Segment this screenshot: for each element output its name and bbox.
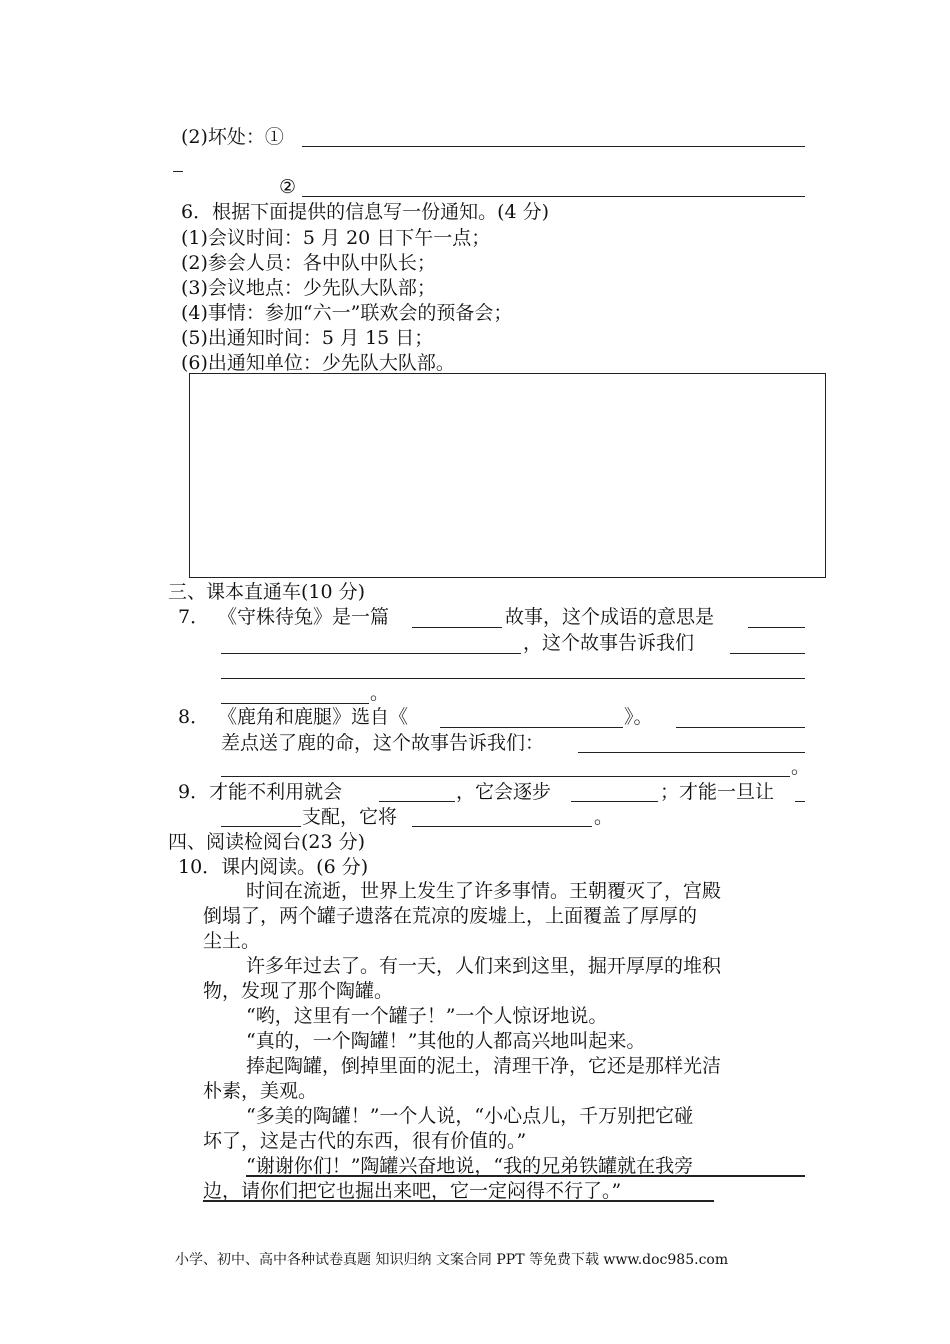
q8-text-b: 》。 [624, 706, 653, 728]
q8-blank-source[interactable] [440, 727, 623, 728]
q9-text-c: ；才能一旦让 [660, 781, 775, 803]
q5-bad-1-blank[interactable] [302, 146, 805, 147]
section-3-title: 三、课本直通车(10 分) [168, 581, 366, 603]
q7-blank-meaning-1[interactable] [748, 627, 805, 628]
q7-text-b: 故事，这个成语的意思是 [505, 606, 715, 628]
page-footer: 小学、初中、高中各种试卷真题 知识归纳 文案合同 PPT 等免费下载 www.doc985.com [175, 1252, 729, 1268]
q6-title: 6．根据下面提供的信息写一份通知。(4 分) [181, 201, 550, 223]
q5-bad-2-label: ② [279, 176, 297, 198]
q8-blank-lesson-1[interactable] [578, 752, 805, 753]
section-4-title: 四、阅读检阅台(23 分) [168, 831, 366, 853]
passage-line: 时间在流逝，世界上发生了许多事情。王朝覆灭了，宫殿 [246, 880, 722, 902]
passage-line: 坏了，这是古代的东西，很有价值的。” [203, 1130, 527, 1152]
q8-text-a: 《鹿角和鹿腿》选自《 [218, 706, 409, 728]
q6-item-4: (4)事情：参加“六一”联欢会的预备会； [181, 302, 513, 324]
q7-number: 7． [178, 606, 210, 628]
passage-line-underlined: 边，请你们把它也掘出来吧，它一定闷得不行了。” [203, 1180, 622, 1202]
q8-text-c: 差点送了鹿的命，这个故事告诉我们： [221, 732, 545, 754]
q7-blank-meaning-2[interactable] [221, 653, 521, 654]
margin-mark [173, 171, 183, 172]
q7-blank-lesson-2[interactable] [221, 678, 805, 679]
notice-answer-box[interactable] [189, 373, 826, 578]
passage-underline [203, 1200, 714, 1202]
q7-end: 。 [370, 682, 390, 704]
passage-line: 捧起陶罐，倒掉里面的泥土，清理干净，它还是那样光洁 [246, 1055, 722, 1077]
q7-blank-lesson-3[interactable] [221, 703, 369, 704]
q6-item-5: (5)出通知时间：5 月 15 日； [181, 327, 434, 349]
q9-text-a: 9．才能不利用就会 [178, 781, 343, 803]
q6-item-2: (2)参会人员：各中队中队长； [181, 252, 436, 274]
q6-item-3: (3)会议地点：少先队大队部； [181, 277, 436, 299]
q9-text-b: ，它会逐步 [456, 781, 552, 803]
q9-blank-1[interactable] [379, 801, 455, 802]
q6-item-6: (6)出通知单位：少先队大队部。 [181, 352, 455, 374]
q7-text-a: 《守株待兔》是一篇 [218, 606, 390, 628]
q8-blank-lesson-2[interactable] [221, 776, 790, 777]
q9-blank-4[interactable] [412, 826, 592, 827]
q8-blank-cause[interactable] [676, 727, 805, 728]
passage-line: “多美的陶罐！”一个人说，“小心点儿，千万别把它碰 [246, 1105, 694, 1127]
passage-line: “哟，这里有一个罐子！”一个人惊讶地说。 [246, 1005, 608, 1027]
q7-blank-lesson-1[interactable] [730, 653, 805, 654]
q8-number: 8． [178, 706, 210, 728]
q6-item-1: (1)会议时间：5 月 20 日下午一点； [181, 227, 491, 249]
passage-line: 物，发现了那个陶罐。 [203, 980, 394, 1002]
passage-line: 朴素，美观。 [203, 1080, 318, 1102]
q7-blank-genre[interactable] [412, 627, 502, 628]
q9-text-d: 支配，它将 [302, 806, 398, 828]
q7-text-c: ，这个故事告诉我们 [523, 632, 695, 654]
q9-blank-3a[interactable] [795, 801, 805, 802]
q9-blank-3b[interactable] [221, 826, 301, 827]
q8-end: 。 [791, 756, 811, 778]
passage-line: 尘土。 [203, 930, 261, 952]
passage-line: “真的，一个陶罐！”其他的人都高兴地叫起来。 [246, 1030, 646, 1052]
q9-end: 。 [594, 806, 614, 828]
q10-title: 10．课内阅读。(6 分) [178, 856, 369, 878]
q5-bad-label: (2)坏处：① [181, 126, 284, 148]
q5-bad-2-blank[interactable] [302, 196, 805, 197]
passage-line-underlined: “谢谢你们！”陶罐兴奋地说，“我的兄弟铁罐就在我旁 [246, 1155, 694, 1177]
passage-line: 许多年过去了。有一天，人们来到这里，掘开厚厚的堆积 [246, 955, 722, 977]
passage-line: 倒塌了，两个罐子遗落在荒凉的废墟上，上面覆盖了厚厚的 [203, 905, 698, 927]
passage-underline [246, 1175, 805, 1177]
q9-blank-2[interactable] [571, 801, 658, 802]
